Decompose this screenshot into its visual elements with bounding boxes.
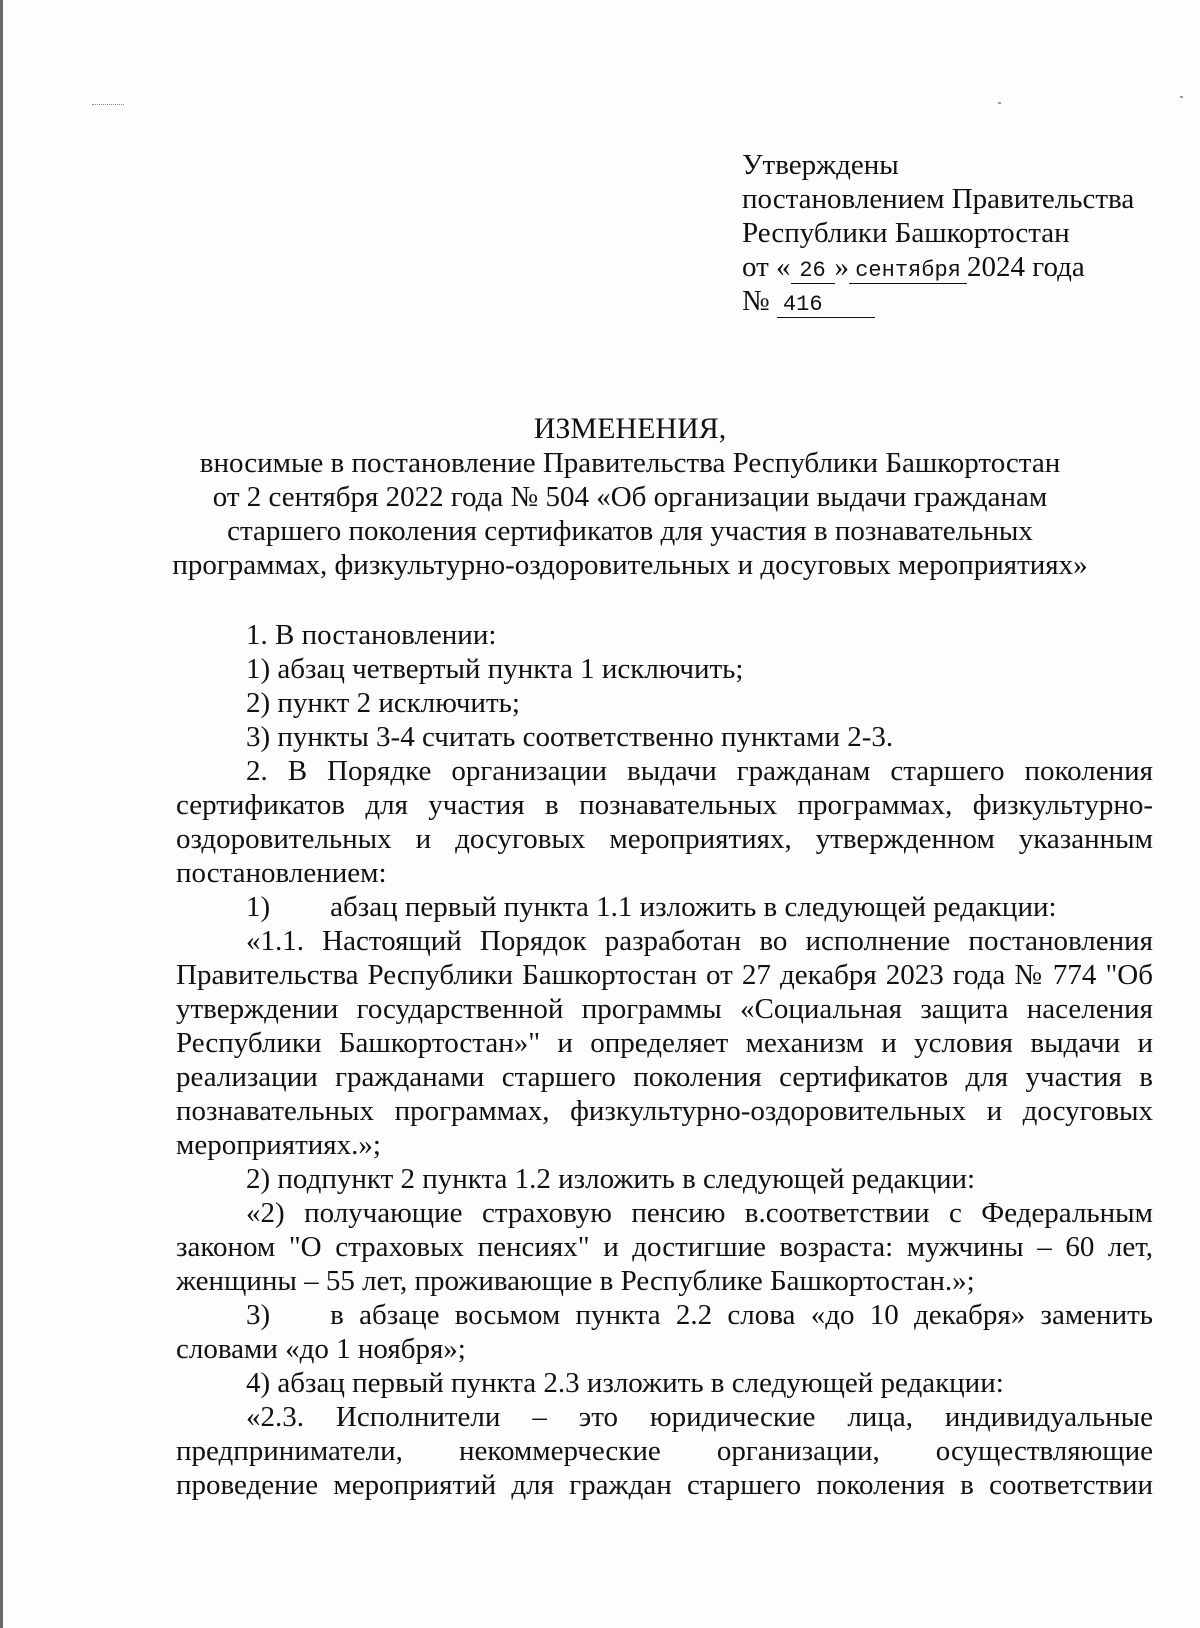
approval-line: постановлением Правительства <box>742 183 1135 215</box>
item-number: 3) <box>246 1299 271 1331</box>
approval-line: Республики Башкортостан <box>742 217 1070 249</box>
date-prefix: от « <box>742 251 791 283</box>
paragraph: 1. В постановлении: <box>246 619 497 651</box>
scan-left-edge <box>0 0 3 1628</box>
scan-dust-mark <box>92 104 124 106</box>
document-title <box>150 412 1110 582</box>
quote-paragraph: «1.1. Настоящий Порядок разработан во исполнение постановления Правительства Республики Башкортостан от 27 декабря 2023 года № 774 "Об утверждении государственной программы «Социальная защита населения Республики Башкортостан»" и определяет механизм и условия выдачи и реализации гражданами старшего поколения сертификатов для участия в познавательных программах, физкультурно-оздоровительных и досуговых мероприятиях.»; <box>176 925 1153 1161</box>
paragraph: 2) подпункт 2 пункта 1.2 изложить в следующей редакции: <box>246 1163 976 1195</box>
number-prefix: № <box>742 285 770 317</box>
number-value: 416 <box>777 293 875 318</box>
date-suffix: 2024 года <box>967 251 1085 283</box>
quote-paragraph: «2.3. Исполнители – это юридические лица, индивидуальные предприниматели, некоммерческие организации, осуществляющие проведение мероприятий для граждан старшего поколения в соответствии <box>176 1401 1153 1501</box>
title-heading: ИЗМЕНЕНИЯ, <box>533 412 727 445</box>
title-line: вносимые в постановление Правительства Республики Башкортостан <box>199 447 1061 479</box>
item-text: абзац первый пункта 1.1 изложить в следующей редакции: <box>330 891 1057 923</box>
date-month: сентября <box>849 259 967 284</box>
approval-number-line <box>742 284 1134 318</box>
paragraph <box>176 1298 1153 1366</box>
date-mid: » <box>834 251 850 283</box>
title-line: от 2 сентября 2022 года № 504 «Об организации выдачи гражданам <box>212 481 1048 513</box>
paragraph: 1) абзац четвертый пункта 1 исключить; <box>246 653 744 685</box>
approval-date-line <box>742 250 1134 284</box>
approval-line: Утверждены <box>742 149 899 181</box>
paragraph: 2. В Порядке организации выдачи гражданам старшего поколения сертификатов для участия в познавательных программах, физкультурно-оздоровительных и досуговых мероприятиях, утвержденном указанным постановлением: <box>176 755 1153 889</box>
paragraph: 4) абзац первый пункта 2.3 изложить в следующей редакции: <box>246 1367 1004 1399</box>
title-line: программах, физкультурно-оздоровительных и досуговых мероприятиях» <box>172 549 1088 581</box>
paragraph <box>176 890 1153 924</box>
quote-paragraph: «2) получающие страховую пенсию в.соответствии с Федеральным законом "О страховых пенсиях" и достигшие возраста: мужчины – 60 лет, женщины – 55 лет, проживающие в Республике Башкортостан.»; <box>176 1197 1153 1297</box>
document-body <box>176 618 1153 1502</box>
scan-speck <box>1180 96 1183 98</box>
paragraph: 2) пункт 2 исключить; <box>246 687 520 719</box>
item-text: в абзаце восьмом пункта 2.2 слова «до 10 декабря» заменить словами «до 1 ноября»; <box>176 1299 1153 1365</box>
item-number: 1) <box>246 891 271 923</box>
date-day: 26 <box>791 259 835 284</box>
scan-speck <box>998 102 1001 104</box>
title-line: старшего поколения сертификатов для участия в познавательных <box>227 515 1033 547</box>
paragraph: 3) пункты 3-4 считать соответственно пунктами 2-3. <box>246 721 894 753</box>
approval-stamp-block <box>742 148 1134 318</box>
